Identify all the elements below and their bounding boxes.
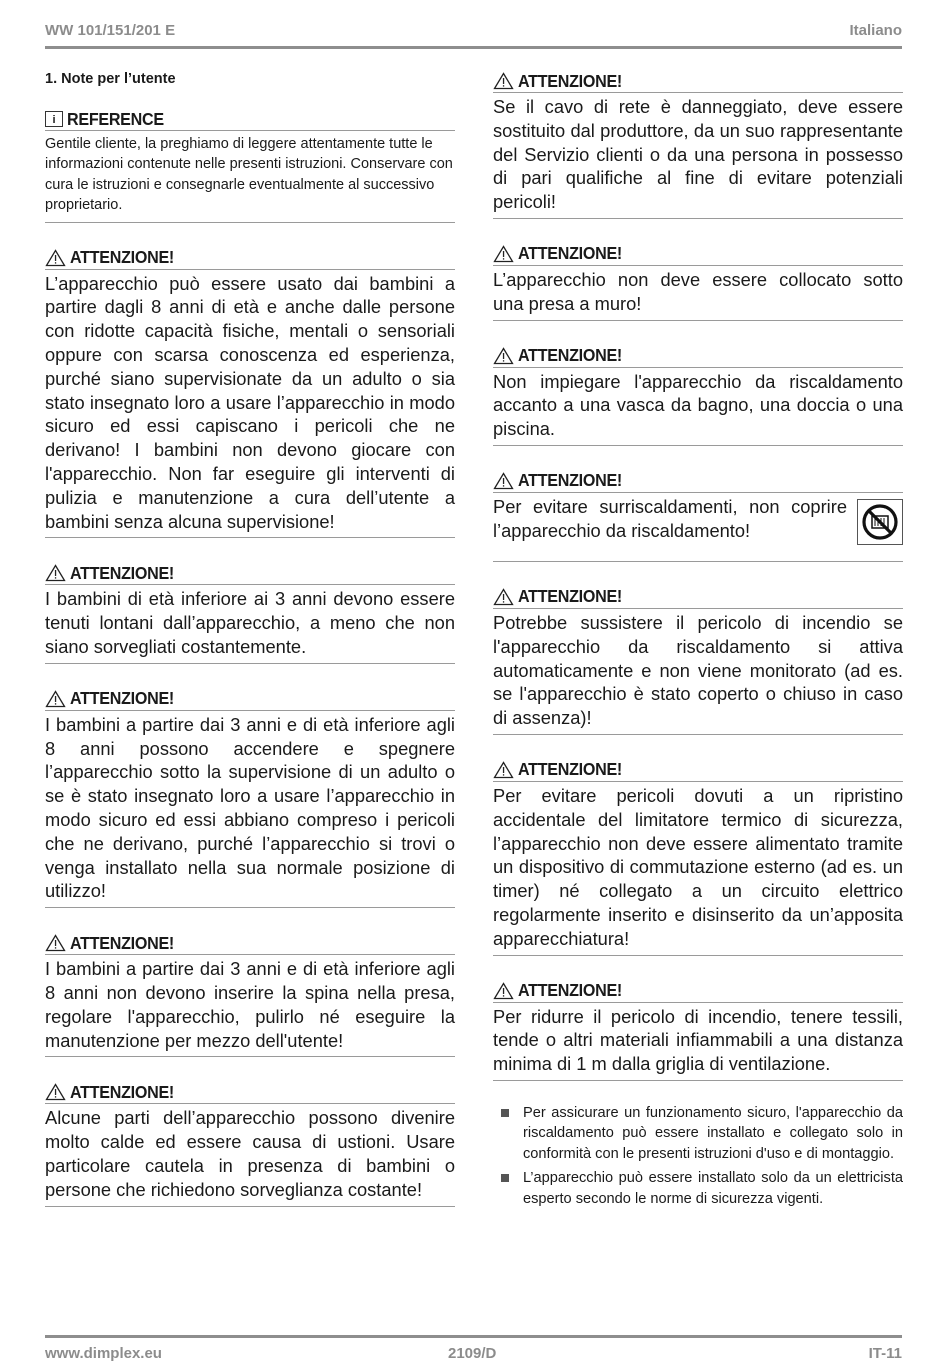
warning-text: Potrebbe sussistere il pericolo di incendio se l'apparecchio da riscaldamento si attiva automaticamente e non viene monitorato (ad es. se l'apparecchio è stato coperto o chiuso in caso di assenza)!: [493, 611, 903, 729]
warning-text: I bambini a partire dai 3 anni e di età inferiore agli 8 anni possono accendere e spegnere l’apparecchio sotto la supervisione di un adulto o se è stato insegnato loro a usare l’apparecchio in modo sicuro ed essi abbiano compreso i pericoli che ne derivano, purché l’apparecchio si trovi o venga installato nella sua normale posizione di utilizzo!: [45, 713, 455, 902]
list-item: [493, 1168, 903, 1209]
warning-block: [45, 1081, 455, 1206]
page-footer: [45, 1345, 902, 1365]
warning-text: Per evitare pericoli dovuti a un ripristino accidentale del limitatore termico di sicurezza, l’apparecchio non deve essere alimentato tramite un dispositivo di commutazione esterno (ad es. un timer) né collegato a un circuito elettrico regolarmente inserito e disinserito da un’apposita apparecchiatura!: [493, 784, 903, 949]
warning-block: [45, 688, 455, 908]
warning-header: [493, 70, 903, 93]
warning-text: I bambini di età inferiore ai 3 anni devono essere tenuti lontani dall’apparecchio, a meno che non siano sorvegliati costantemente.: [45, 588, 455, 657]
warning-triangle-icon: [493, 347, 514, 365]
warning-triangle-icon: [493, 982, 514, 1000]
warning-header: [493, 243, 903, 266]
warning-title: ATTENZIONE!: [70, 688, 174, 709]
warning-title: ATTENZIONE!: [518, 586, 622, 607]
warning-body: [493, 493, 903, 561]
list-item-text: L’apparecchio può essere installato solo da un elettricista esperto secondo le norme di sicurezza vigenti.: [523, 1170, 903, 1207]
header-rule: [45, 46, 902, 49]
list-item-text: Per assicurare un funzionamento sicuro, l'apparecchio da riscaldamento può essere installato e collegato solo in conformità con le presenti istruzioni d'uso e di montaggio.: [523, 1104, 903, 1162]
warning-triangle-icon: [45, 690, 66, 708]
warning-triangle-icon: [493, 245, 514, 263]
warning-triangle-icon: [493, 588, 514, 606]
warning-title: ATTENZIONE!: [70, 1081, 174, 1102]
warning-text: Non impiegare l'apparecchio da riscaldamento accanto a una vasca da bagno, una doccia o una piscina.: [493, 370, 903, 440]
warning-block: [45, 247, 455, 539]
reference-header: [45, 108, 455, 131]
warning-header: [493, 759, 903, 782]
section-title: 1. Note per l’utente: [45, 71, 176, 87]
language-label: Italiano: [849, 22, 902, 39]
warning-header: [493, 586, 903, 609]
warning-block: [493, 980, 903, 1081]
website-link[interactable]: www.dimplex.eu: [45, 1345, 162, 1362]
reference-block: [45, 108, 455, 223]
warning-block: [493, 345, 903, 446]
warning-header: [45, 688, 455, 711]
warning-triangle-icon: [45, 1083, 66, 1101]
warning-title: ATTENZIONE!: [70, 562, 174, 583]
warning-block: [493, 759, 903, 956]
do-not-cover-icon: [857, 499, 903, 545]
warning-title: ATTENZIONE!: [70, 932, 174, 953]
warning-title: ATTENZIONE!: [518, 243, 622, 264]
warning-header: [45, 932, 455, 955]
warning-text: Alcune parti dell’apparecchio possono divenire molto calde ed essere causa di ustioni. Usare particolare cautela in presenza di bambini o persone che richiedono sorveglianza costante!: [45, 1107, 455, 1200]
warning-text: Se il cavo di rete è danneggiato, deve essere sostituito dal produttore, da un suo rappresentante del Servizio clienti o da una persona in possesso di pari qualifiche al fine di evitare potenziali pericoli!: [493, 96, 903, 213]
warning-title: ATTENZIONE!: [518, 345, 622, 366]
warning-title: ATTENZIONE!: [518, 70, 622, 91]
page-number: IT-11: [868, 1345, 902, 1362]
list-item: [493, 1103, 903, 1164]
warning-text: L’apparecchio non deve essere collocato sotto una presa a muro!: [493, 268, 903, 314]
warning-header: [45, 562, 455, 585]
warning-block: [493, 243, 903, 321]
info-icon: i: [45, 111, 63, 127]
page-header: [45, 22, 902, 44]
square-bullet-icon: [501, 1174, 509, 1182]
warning-block: [45, 932, 455, 1057]
warning-text: Per evitare surriscaldamenti, non coprire l’apparecchio da riscaldamento!: [493, 495, 847, 541]
reference-text: Gentile cliente, la preghiamo di leggere attentamente tutte le informazioni contenute nelle presenti istruzioni. Conservare con cura le istruzioni e consegnarle eventualmente al successivo proprietario.: [45, 136, 453, 214]
left-column: [45, 70, 455, 1207]
warning-header: [493, 980, 903, 1003]
footer-rule: [45, 1335, 902, 1338]
warning-title: ATTENZIONE!: [70, 247, 174, 268]
warning-header: [493, 345, 903, 368]
warning-text: I bambini a partire dai 3 anni e di età inferiore agli 8 anni non devono inserire la spina nella presa, regolare l'apparecchio, pulirlo né eseguire la manutenzione per mezzo dell'utente!: [45, 958, 455, 1051]
warning-header: [45, 1081, 455, 1104]
warning-text: Per ridurre il pericolo di incendio, tenere tessili, tende o altri materiali infiammabili a una distanza minima di 1 m dalla griglia di ventilazione.: [493, 1005, 903, 1075]
warning-block: [45, 562, 455, 663]
warning-triangle-icon: [493, 72, 514, 90]
warning-triangle-icon: [45, 564, 66, 582]
warning-header: [45, 247, 455, 270]
document-code: 2109/D: [448, 1345, 497, 1362]
square-bullet-icon: [501, 1109, 509, 1117]
right-column: [493, 70, 903, 1213]
warning-triangle-icon: [45, 934, 66, 952]
warning-block: [493, 470, 903, 562]
warning-header: [493, 470, 903, 493]
warning-title: ATTENZIONE!: [518, 980, 622, 1001]
model-name: WW 101/151/201 E: [45, 22, 176, 39]
reference-title: REFERENCE: [67, 108, 164, 129]
warning-triangle-icon: [45, 249, 66, 267]
warning-triangle-icon: [493, 761, 514, 779]
warning-triangle-icon: [493, 472, 514, 490]
warning-block: [493, 70, 903, 219]
warning-text: L’apparecchio può essere usato dai bambini a partire dagli 8 anni di età e anche dalle persone con ridotte capacità fisiche, mentali o sensoriali oppure con scarsa conoscenza ed esperienza, purché siano supervisionate da un adulto o sia stato insegnato loro a usare l’apparecchio in modo sicuro ed essi capiscano i pericoli che ne derivano! I bambini non devono giocare con l'apparecchio. Non far eseguire gli interventi di pulizia e manutenzione a cura dell’utente a bambini senza alcuna supervisione!: [45, 272, 455, 532]
warning-title: ATTENZIONE!: [518, 759, 622, 780]
warning-title: ATTENZIONE!: [518, 470, 622, 491]
bullet-list: [493, 1103, 903, 1209]
warning-block: [493, 586, 903, 735]
